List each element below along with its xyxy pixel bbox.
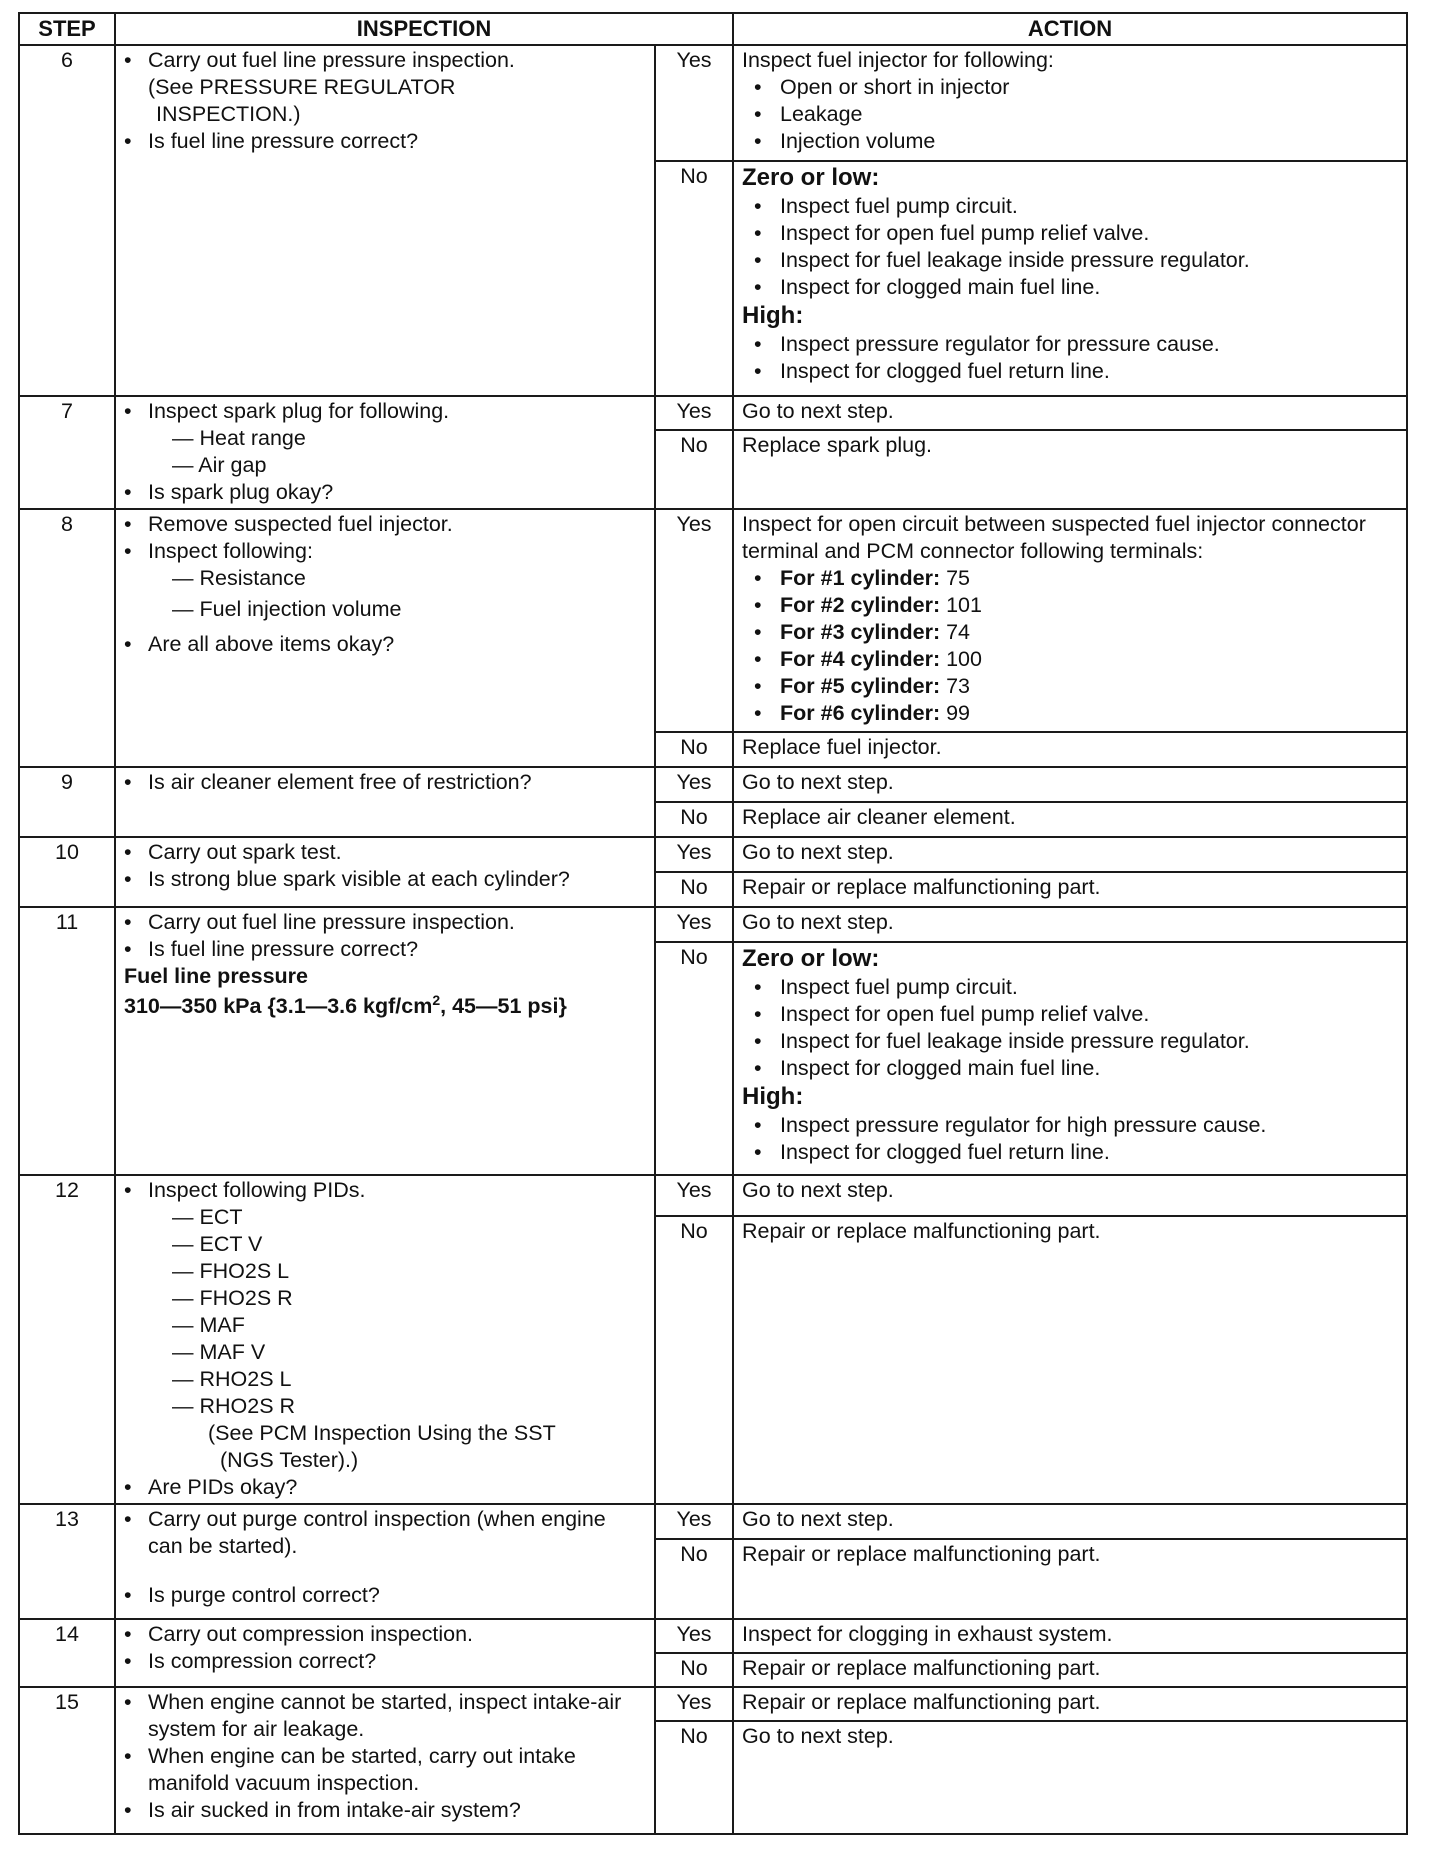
no-label: No [655, 161, 733, 396]
no-label: No [655, 1539, 733, 1619]
inspection-item: • Inspect following: — Resistance — Fuel injection volume [148, 538, 646, 623]
inspection-item: • Is air cleaner element free of restriction? [148, 769, 646, 796]
cylinder-terminal: • For #4 cylinder: 100 [780, 646, 1398, 673]
action-item: • Inspect fuel pump circuit. [780, 974, 1398, 1001]
inspection-cell [115, 509, 655, 767]
cylinder-terminal: • For #1 cylinder: 75 [780, 565, 1398, 592]
step-number: 14 [19, 1619, 115, 1687]
yes-label: Yes [655, 907, 733, 942]
action-item: • Open or short in injector [780, 74, 1398, 101]
step-row [19, 1619, 1407, 1653]
action-item: • Leakage [780, 101, 1398, 128]
action-item: • Inspect for open fuel pump relief valve. [780, 1001, 1398, 1028]
inspection-item: • Carry out spark test. [148, 839, 646, 866]
step-number: 6 [19, 45, 115, 396]
header-row [19, 13, 1407, 45]
yes-action: Go to next step. [733, 767, 1407, 802]
cylinder-terminal: • For #3 cylinder: 74 [780, 619, 1398, 646]
no-action: Go to next step. [733, 1721, 1407, 1834]
yes-action: Inspect for clogging in exhaust system. [733, 1619, 1407, 1653]
inspection-cell [115, 45, 655, 396]
yes-label: Yes [655, 396, 733, 430]
no-action: Repair or replace malfunctioning part. [733, 1216, 1407, 1504]
step-row [19, 45, 1407, 161]
diagnostic-procedure-sheet [18, 12, 1406, 1835]
no-action: Repair or replace malfunctioning part. [733, 1653, 1407, 1687]
action-item: • Inspect for clogged main fuel line. [780, 1055, 1398, 1082]
step-number: 8 [19, 509, 115, 767]
yes-action: Go to next step. [733, 837, 1407, 872]
action-item: • Inspect for clogged main fuel line. [780, 274, 1398, 301]
cylinder-terminal: • For #5 cylinder: 73 [780, 673, 1398, 700]
inspection-item: • Is compression correct? [148, 1648, 646, 1675]
no-label: No [655, 1653, 733, 1687]
action-item: • Inspect fuel pump circuit. [780, 193, 1398, 220]
step-row [19, 509, 1407, 732]
yes-action: Repair or replace malfunctioning part. [733, 1687, 1407, 1721]
yes-action: Go to next step. [733, 907, 1407, 942]
inspection-item: • Carry out purge control inspection (when engine can be started). [148, 1506, 646, 1560]
fuel-pressure-spec: 310—350 kPa {3.1—3.6 kgf/$cm^2$, 45—51 psi} [124, 991, 567, 1018]
action-item: • Inspect for fuel leakage inside pressure regulator. [780, 1028, 1398, 1055]
step-row [19, 837, 1407, 872]
yes-label: Yes [655, 45, 733, 161]
high-heading: High: [742, 1083, 804, 1110]
yes-action: Go to next step. [733, 396, 1407, 430]
inspection-item: • Is strong blue spark visible at each cylinder? [148, 866, 646, 893]
header-step: STEP [19, 13, 115, 45]
step-number: 11 [19, 907, 115, 1175]
inspection-item: • Is spark plug okay? [148, 479, 646, 506]
step-row [19, 1504, 1407, 1539]
yes-label: Yes [655, 767, 733, 802]
action-item: • Inspect for fuel leakage inside pressure regulator. [780, 247, 1398, 274]
step-row [19, 907, 1407, 942]
step-row [19, 396, 1407, 430]
inspection-cell [115, 396, 655, 509]
inspection-item: • When engine cannot be started, inspect intake-air system for air leakage. [148, 1689, 646, 1743]
step-number: 12 [19, 1175, 115, 1504]
inspection-item: • Inspect following PIDs. — ECT — ECT V — FHO2S L — FHO2S R — MAF — MAF V — RHO2S L — RHO2S R (See PCM Inspection Using the SST (NGS Tester).) [148, 1177, 646, 1474]
no-label: No [655, 802, 733, 837]
no-action: Repair or replace malfunctioning part. [733, 1539, 1407, 1619]
step-number: 15 [19, 1687, 115, 1834]
yes-action: Inspect fuel injector for following: • Open or short in injector • Leakage • Injection volume [733, 45, 1407, 161]
yes-label: Yes [655, 1619, 733, 1653]
inspection-item: • Is purge control correct? [148, 1582, 646, 1609]
header-inspection: INSPECTION [115, 13, 733, 45]
inspection-item: • Inspect spark plug for following. — Heat range — Air gap [148, 398, 646, 479]
yes-label: Yes [655, 509, 733, 732]
fuel-pressure-heading: Fuel line pressure [124, 964, 309, 988]
inspection-item: • Is fuel line pressure correct? [148, 128, 646, 155]
cylinder-terminal: • For #2 cylinder: 101 [780, 592, 1398, 619]
no-action [733, 942, 1407, 1175]
step-row [19, 1175, 1407, 1216]
no-label: No [655, 1216, 733, 1504]
no-label: No [655, 732, 733, 767]
no-label: No [655, 872, 733, 907]
inspection-item: • Carry out fuel line pressure inspection. [148, 909, 646, 936]
inspection-item: • Is air sucked in from intake-air system? [148, 1797, 646, 1824]
action-item: • Inspect pressure regulator for pressure cause. [780, 331, 1398, 358]
step-number: 9 [19, 767, 115, 837]
action-item: • Inspect for open fuel pump relief valve. [780, 220, 1398, 247]
no-label: No [655, 942, 733, 1175]
zero-low-heading: Zero or low: [742, 164, 880, 191]
cylinder-terminal: • For #6 cylinder: 99 [780, 700, 1398, 727]
no-action [733, 161, 1407, 396]
yes-action: Go to next step. [733, 1175, 1407, 1216]
yes-label: Yes [655, 1504, 733, 1539]
yes-action: Go to next step. [733, 1504, 1407, 1539]
inspection-cell [115, 1175, 655, 1504]
action-item: • Inspect for clogged fuel return line. [780, 1139, 1398, 1166]
inspection-cell [115, 1687, 655, 1834]
inspection-cell [115, 767, 655, 837]
inspection-item: • Remove suspected fuel injector. [148, 511, 646, 538]
step-number: 13 [19, 1504, 115, 1619]
header-action: ACTION [733, 13, 1407, 45]
inspection-item: • Carry out compression inspection. [148, 1621, 646, 1648]
action-item: • Inspect pressure regulator for high pressure cause. [780, 1112, 1398, 1139]
yes-action: Inspect for open circuit between suspected fuel injector connector terminal and PCM connector following terminals: • For #1 cylinder: 75 • For #2 cylinder: 101 • For #3 cylinder: 74 • For #4 cylinder: 100 • For #5 cylinder: 73 • For #6 cylinder: 99 [733, 509, 1407, 732]
no-action: Repair or replace malfunctioning part. [733, 872, 1407, 907]
yes-label: Yes [655, 1175, 733, 1216]
no-label: No [655, 1721, 733, 1834]
no-action: Replace air cleaner element. [733, 802, 1407, 837]
no-label: No [655, 430, 733, 509]
no-action: Replace fuel injector. [733, 732, 1407, 767]
inspection-cell [115, 1504, 655, 1619]
action-item: • Inspect for clogged fuel return line. [780, 358, 1398, 385]
step-row [19, 767, 1407, 802]
action-item: • Injection volume [780, 128, 1398, 155]
yes-label: Yes [655, 837, 733, 872]
step-number: 10 [19, 837, 115, 907]
inspection-cell [115, 837, 655, 907]
inspection-item: • Are PIDs okay? [148, 1474, 646, 1501]
inspection-cell [115, 1619, 655, 1687]
inspection-item: • Are all above items okay? [148, 631, 646, 658]
zero-low-heading: Zero or low: [742, 945, 880, 972]
yes-label: Yes [655, 1687, 733, 1721]
diagnostic-table [18, 12, 1408, 1835]
high-heading: High: [742, 302, 804, 329]
step-row [19, 1687, 1407, 1721]
inspection-cell [115, 907, 655, 1175]
inspection-item: • Is fuel line pressure correct? [148, 936, 646, 963]
step-number: 7 [19, 396, 115, 509]
no-action: Replace spark plug. [733, 430, 1407, 509]
inspection-item: • Carry out fuel line pressure inspection. (See PRESSURE REGULATOR INSPECTION.) [148, 47, 646, 128]
inspection-item: • When engine can be started, carry out intake manifold vacuum inspection. [148, 1743, 646, 1797]
